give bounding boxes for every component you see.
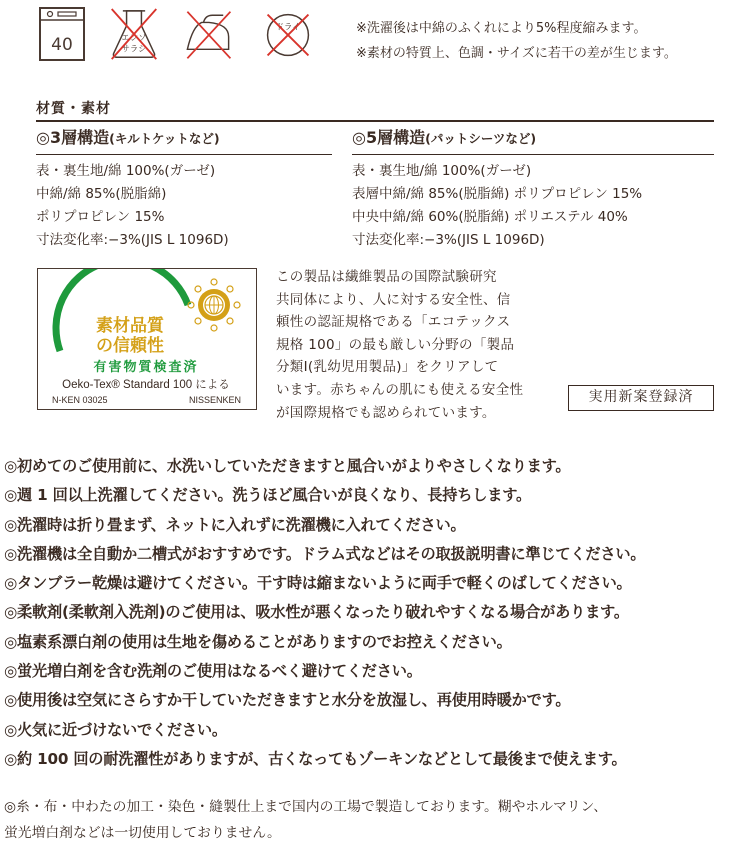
spec-line: 中央中綿/綿 60%(脱脂綿) ポリエステル 40%: [352, 209, 628, 225]
spec-line: 寸法変化率:−3%(JIS L 1096D): [36, 232, 229, 248]
spec-line: 寸法変化率:−3%(JIS L 1096D): [352, 232, 545, 248]
cert-desc-line: 規格 100」の最も厳しい分野の「製品: [276, 336, 515, 353]
three-layer-subtitle: (キルトケットなど): [109, 131, 220, 146]
care-note: ※洗濯後は中綿のふくれにより5%程度縮みます。: [356, 21, 647, 36]
usage-note: ◎週 1 回以上洗濯してください。洗うほど風合いが良くなり、長持ちします。: [4, 486, 531, 505]
cert-desc-line: この製品は繊維製品の国際試験研究: [276, 269, 497, 285]
usage-note: ◎火気に近づけないでください。: [4, 720, 227, 739]
cert-issuer: NISSENKEN: [188, 395, 241, 405]
no-iron-icon: [182, 6, 234, 64]
cert-desc-line: 頼性の認証規格である「エコテックス: [276, 314, 511, 331]
three-layer-divider: [36, 154, 332, 155]
cert-desc-line: 共同体により、人に対する安全性、信: [276, 291, 511, 308]
globe-icon: [188, 279, 240, 331]
usage-note: ◎洗濯時は折り畳まず、ネットに入れずに洗濯機に入れてください。: [4, 515, 466, 534]
certification-description: [276, 266, 558, 424]
cert-desc-line: が国際規格でも認められています。: [276, 404, 496, 421]
care-note: ※素材の特質上、色調・サイズに若干の差が生じます。: [356, 46, 677, 61]
materials-divider: [36, 120, 714, 122]
no-bleach-icon: [108, 6, 160, 64]
care-notes: [356, 16, 677, 66]
five-layer-spec: [352, 126, 714, 252]
certification-graphic: [38, 269, 255, 408]
bleach-label-1: エンソ: [121, 32, 147, 43]
oeko-tex-certification-badge: [37, 268, 257, 410]
wash-40-icon: [36, 6, 88, 64]
usage-note: ◎柔軟剤(柔軟剤入洗剤)のご使用は、吸水性が悪くなったり破れやすくなる場合があります。: [4, 603, 629, 622]
three-layer-heading: [36, 126, 332, 151]
five-layer-title: ◎5層構造: [352, 128, 426, 147]
spec-line: 表・裏生地/綿 100%(ガーゼ): [352, 163, 532, 179]
cert-title-line-1: 素材品質: [96, 316, 164, 336]
usage-note: ◎蛍光増白剤を含む洗剤のご使用はなるべく避けてください。: [4, 662, 422, 681]
five-layer-heading: [352, 126, 714, 151]
footer-line: 蛍光増白剤などは一切使用しておりません。: [4, 825, 281, 841]
five-layer-divider: [352, 154, 714, 155]
spec-line: ポリプロピレン 15%: [36, 209, 165, 225]
spec-line: 表・裏生地/綿 100%(ガーゼ): [36, 163, 216, 179]
usage-note: ◎初めてのご使用前に、水洗いしていただきますと風合いがよりやさしくなります。: [4, 457, 571, 475]
usage-notes: [4, 452, 645, 774]
usage-note: ◎塩素系漂白剤の使用は生地を傷めることがありますのでお控えください。: [4, 632, 512, 651]
materials-title: 材質・素材: [36, 101, 111, 117]
cert-desc-line: います。赤ちゃんの肌にも使える安全性: [276, 381, 524, 398]
cert-standard: Oeko-Tex® Standard 100 による: [62, 379, 230, 391]
spec-line: 中綿/綿 85%(脱脂綿): [36, 186, 167, 202]
no-dry-clean-icon: [262, 6, 314, 64]
cert-banner: 有害物質検査済: [93, 360, 199, 375]
usage-note: ◎使用後は空気にさらすか干していただきますと水分を放湿し、再使用時暖かです。: [4, 691, 571, 710]
footer-line: ◎糸・布・中わたの加工・染色・縫製仕上まで国内の工場で製造しております。糊やホルマリン、: [4, 799, 608, 815]
five-layer-subtitle: (パットシーツなど): [425, 131, 537, 146]
wash-temp: 40: [51, 35, 73, 55]
three-layer-spec: [36, 126, 332, 252]
dry-label: ドライ: [275, 21, 301, 32]
bleach-label-2: サラシ: [121, 43, 147, 54]
cert-title-line-2: の信頼性: [96, 336, 164, 356]
usage-note: ◎洗濯機は全自動か二槽式がおすすめです。ドラム式などはその取扱説明書に準じてください。: [4, 544, 646, 563]
utility-model-badge: 実用新案登録済: [568, 385, 714, 411]
usage-note: ◎タンブラー乾燥は避けてください。干す時は縮まないように両手で軽くのばしてください。: [4, 574, 632, 593]
cert-code: N-KEN 03025: [52, 395, 108, 405]
three-layer-title: ◎3層構造: [36, 128, 110, 147]
manufacturing-note: [4, 794, 607, 846]
usage-note: ◎約 100 回の耐洗濯性がありますが、古くなってもゾーキンなどとして最後まで使えます。: [4, 749, 627, 768]
cert-desc-line: 分類Ⅰ(乳幼児用製品)」をクリアして: [276, 359, 499, 376]
spec-line: 表層中綿/綿 85%(脱脂綿) ポリプロピレン 15%: [352, 186, 643, 202]
